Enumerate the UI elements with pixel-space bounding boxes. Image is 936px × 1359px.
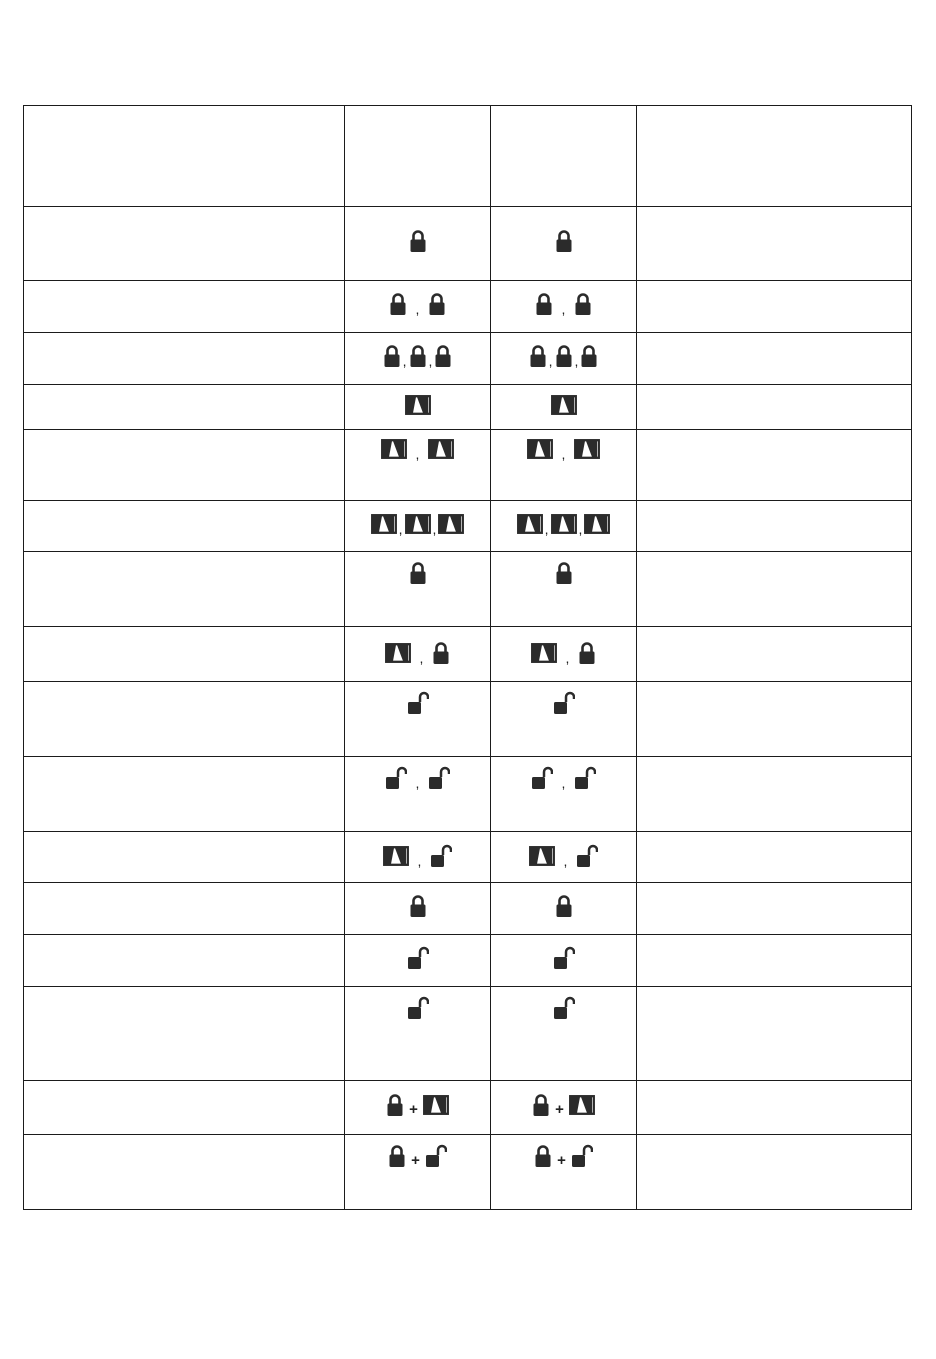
notes-cell	[637, 430, 912, 501]
icon-sequence	[555, 894, 573, 918]
function-cell	[24, 501, 345, 552]
function-cell	[24, 1135, 345, 1210]
function-cell	[24, 935, 345, 987]
icon-sequence	[531, 766, 597, 790]
lock-closed-icon	[555, 561, 573, 585]
lock-closed-icon	[534, 1144, 552, 1168]
lock-open-icon	[428, 766, 450, 790]
icon-sequence	[386, 1093, 449, 1117]
icon-sequence	[385, 641, 451, 665]
header-cell	[491, 106, 637, 207]
notes-cell	[637, 627, 912, 682]
button-sequence-cell	[345, 430, 491, 501]
icon-sequence	[407, 996, 429, 1020]
comma-separator: ,	[578, 520, 583, 537]
table-row	[24, 987, 912, 1081]
lock-closed-icon	[409, 561, 427, 585]
function-cell	[24, 757, 345, 832]
trunk-open-icon	[569, 1095, 595, 1115]
function-cell	[24, 1081, 345, 1135]
table-row	[24, 385, 912, 430]
lock-closed-icon	[409, 894, 427, 918]
button-sequence-cell-alt	[491, 430, 637, 501]
plus-symbol: +	[555, 1100, 564, 1118]
button-sequence-cell-alt	[491, 281, 637, 333]
lock-closed-icon	[389, 292, 407, 316]
table-row	[24, 1081, 912, 1135]
lock-closed-icon	[432, 641, 450, 665]
lock-open-icon	[407, 996, 429, 1020]
button-sequence-cell-alt	[491, 627, 637, 682]
icon-sequence	[409, 229, 427, 253]
icon-sequence	[383, 844, 453, 868]
function-cell	[24, 385, 345, 430]
comma-separator: ,	[432, 520, 437, 537]
function-cell	[24, 430, 345, 501]
icon-sequence	[535, 292, 593, 316]
button-sequence-cell-alt	[491, 552, 637, 627]
table-row	[24, 207, 912, 281]
icon-sequence	[388, 1144, 447, 1168]
icon-sequence	[534, 1144, 593, 1168]
table-row	[24, 832, 912, 883]
lock-closed-icon	[574, 292, 592, 316]
comma-separator: ,	[417, 852, 422, 869]
lock-closed-icon	[428, 292, 446, 316]
button-sequence-cell-alt	[491, 883, 637, 935]
button-sequence-cell	[345, 552, 491, 627]
button-sequence-cell-alt	[491, 935, 637, 987]
button-sequence-cell	[345, 333, 491, 385]
header-cell	[637, 106, 912, 207]
plus-symbol: +	[409, 1100, 418, 1118]
button-sequence-cell	[345, 627, 491, 682]
trunk-open-icon	[527, 439, 553, 459]
trunk-open-icon	[383, 846, 409, 866]
button-sequence-cell	[345, 207, 491, 281]
button-sequence-cell	[345, 1081, 491, 1135]
icon-sequence	[551, 395, 577, 415]
comma-separator: ,	[415, 301, 420, 317]
comma-separator: ,	[565, 649, 570, 666]
icon-sequence	[383, 344, 453, 368]
trunk-open-icon	[574, 439, 600, 459]
trunk-open-icon	[551, 395, 577, 415]
trunk-open-icon	[531, 643, 557, 663]
trunk-open-icon	[551, 514, 577, 534]
trunk-open-icon	[584, 514, 610, 534]
trunk-open-icon	[423, 1095, 449, 1115]
function-cell	[24, 552, 345, 627]
icon-sequence	[409, 561, 427, 585]
comma-separator: ,	[398, 520, 403, 537]
lock-closed-icon	[532, 1093, 550, 1117]
lock-open-icon	[531, 766, 553, 790]
button-sequence-cell-alt	[491, 987, 637, 1081]
table-row	[24, 501, 912, 552]
table-row	[24, 757, 912, 832]
table-row	[24, 935, 912, 987]
icon-sequence	[389, 292, 447, 316]
comma-separator: ,	[544, 520, 549, 537]
comma-separator: ,	[419, 649, 424, 666]
function-cell	[24, 333, 345, 385]
button-sequence-cell-alt	[491, 333, 637, 385]
lock-open-icon	[425, 1144, 447, 1168]
comma-separator: ,	[563, 852, 568, 869]
icon-sequence	[407, 946, 429, 970]
function-cell	[24, 682, 345, 757]
table-row	[24, 1135, 912, 1210]
trunk-open-icon	[385, 643, 411, 663]
remote-function-table	[23, 105, 912, 1210]
table-row	[24, 281, 912, 333]
table-row	[24, 682, 912, 757]
lock-closed-icon	[535, 292, 553, 316]
lock-open-icon	[553, 996, 575, 1020]
table-row	[24, 627, 912, 682]
icon-sequence	[555, 229, 573, 253]
function-cell	[24, 987, 345, 1081]
notes-cell	[637, 552, 912, 627]
button-sequence-cell-alt	[491, 682, 637, 757]
lock-closed-icon	[555, 344, 573, 368]
icon-sequence	[381, 439, 455, 462]
button-sequence-cell	[345, 501, 491, 552]
trunk-open-icon	[438, 514, 464, 534]
lock-closed-icon	[580, 344, 598, 368]
lock-open-icon	[430, 844, 452, 868]
header-cell	[345, 106, 491, 207]
function-cell	[24, 883, 345, 935]
table-row	[24, 333, 912, 385]
button-sequence-cell	[345, 281, 491, 333]
table-row	[24, 883, 912, 935]
icon-sequence	[553, 996, 575, 1020]
comma-separator: ,	[415, 775, 420, 791]
trunk-open-icon	[371, 514, 397, 534]
trunk-open-icon	[405, 395, 431, 415]
notes-cell	[637, 757, 912, 832]
button-sequence-cell-alt	[491, 757, 637, 832]
notes-cell	[637, 281, 912, 333]
button-sequence-cell	[345, 757, 491, 832]
function-cell	[24, 627, 345, 682]
lock-closed-icon	[409, 229, 427, 253]
icon-sequence	[531, 641, 597, 665]
button-sequence-cell-alt	[491, 207, 637, 281]
lock-closed-icon	[555, 894, 573, 918]
lock-open-icon	[407, 691, 429, 715]
button-sequence-cell	[345, 682, 491, 757]
lock-open-icon	[385, 766, 407, 790]
table-header-row	[24, 106, 912, 207]
trunk-open-icon	[381, 439, 407, 459]
trunk-open-icon	[517, 514, 543, 534]
function-cell	[24, 281, 345, 333]
lock-open-icon	[576, 844, 598, 868]
button-sequence-cell-alt	[491, 1135, 637, 1210]
lock-closed-icon	[578, 641, 596, 665]
comma-separator: ,	[415, 446, 420, 462]
lock-open-icon	[571, 1144, 593, 1168]
comma-separator: ,	[402, 353, 407, 369]
function-cell	[24, 832, 345, 883]
icon-sequence	[532, 1093, 595, 1117]
comma-separator: ,	[561, 301, 566, 317]
button-sequence-cell	[345, 1135, 491, 1210]
lock-open-icon	[553, 691, 575, 715]
button-sequence-cell-alt	[491, 832, 637, 883]
trunk-open-icon	[529, 846, 555, 866]
function-cell	[24, 207, 345, 281]
table-row	[24, 430, 912, 501]
icon-sequence	[371, 514, 465, 537]
icon-sequence	[529, 344, 599, 368]
lock-closed-icon	[383, 344, 401, 368]
lock-closed-icon	[388, 1144, 406, 1168]
plus-symbol: +	[557, 1151, 566, 1169]
trunk-open-icon	[405, 514, 431, 534]
plus-symbol: +	[411, 1151, 420, 1169]
header-cell	[24, 106, 345, 207]
lock-open-icon	[574, 766, 596, 790]
comma-separator: ,	[561, 446, 566, 462]
notes-cell	[637, 883, 912, 935]
button-sequence-cell	[345, 987, 491, 1081]
lock-open-icon	[553, 946, 575, 970]
comma-separator: ,	[428, 353, 433, 369]
table-row	[24, 552, 912, 627]
button-sequence-cell	[345, 832, 491, 883]
button-sequence-cell	[345, 385, 491, 430]
comma-separator: ,	[574, 353, 579, 369]
button-sequence-cell-alt	[491, 501, 637, 552]
button-sequence-cell	[345, 935, 491, 987]
icon-sequence	[405, 395, 431, 415]
notes-cell	[637, 1081, 912, 1135]
icon-sequence	[553, 946, 575, 970]
button-sequence-cell-alt	[491, 385, 637, 430]
trunk-open-icon	[428, 439, 454, 459]
icon-sequence	[385, 766, 451, 790]
icon-sequence	[555, 561, 573, 585]
button-sequence-cell	[345, 883, 491, 935]
notes-cell	[637, 682, 912, 757]
comma-separator: ,	[561, 775, 566, 791]
lock-closed-icon	[434, 344, 452, 368]
lock-closed-icon	[555, 229, 573, 253]
notes-cell	[637, 832, 912, 883]
icon-sequence	[529, 844, 599, 868]
lock-closed-icon	[529, 344, 547, 368]
lock-closed-icon	[386, 1093, 404, 1117]
notes-cell	[637, 333, 912, 385]
notes-cell	[637, 385, 912, 430]
comma-separator: ,	[548, 353, 553, 369]
icon-sequence	[409, 894, 427, 918]
icon-sequence	[527, 439, 601, 462]
icon-sequence	[517, 514, 611, 537]
notes-cell	[637, 987, 912, 1081]
notes-cell	[637, 1135, 912, 1210]
icon-sequence	[553, 691, 575, 715]
lock-closed-icon	[409, 344, 427, 368]
icon-sequence	[407, 691, 429, 715]
notes-cell	[637, 935, 912, 987]
notes-cell	[637, 501, 912, 552]
button-sequence-cell-alt	[491, 1081, 637, 1135]
notes-cell	[637, 207, 912, 281]
lock-open-icon	[407, 946, 429, 970]
